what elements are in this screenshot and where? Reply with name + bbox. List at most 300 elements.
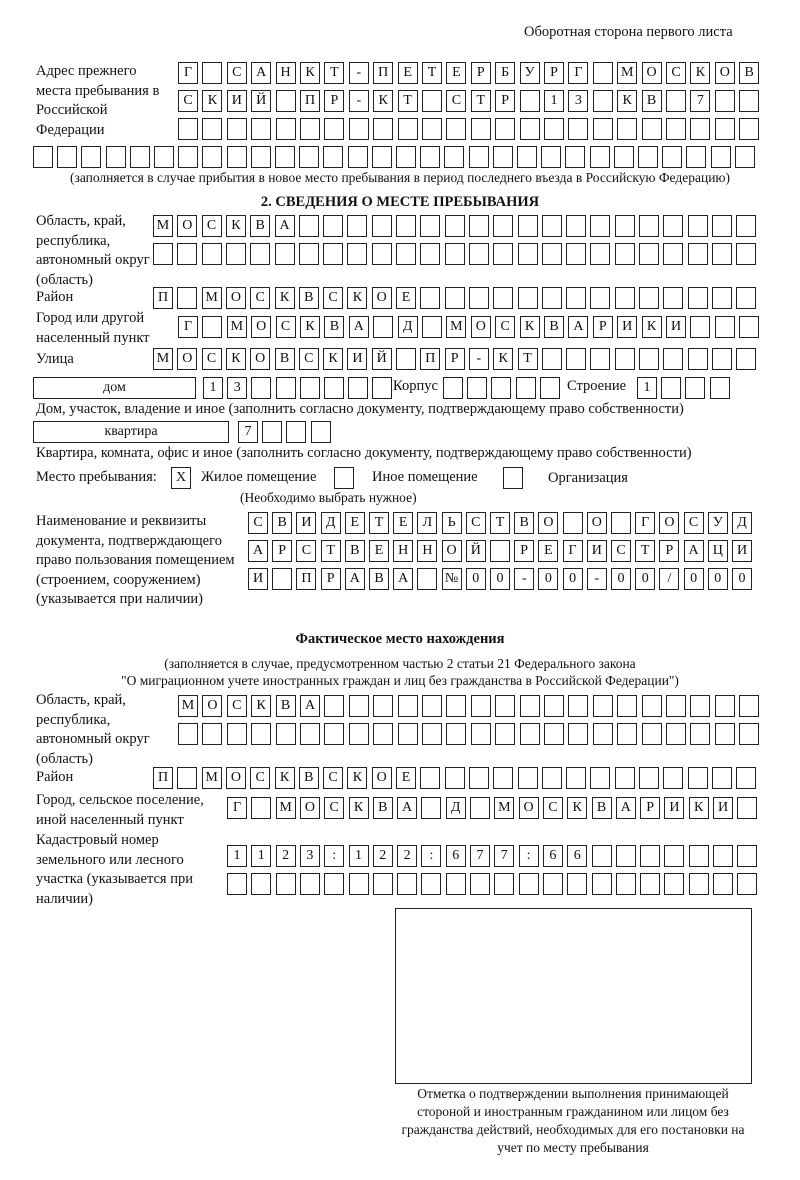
char-cell[interactable] [422,90,442,112]
char-cell[interactable] [614,146,634,168]
char-cell[interactable] [712,287,732,309]
char-cell[interactable]: П [420,348,440,370]
char-cell[interactable]: П [300,90,320,112]
char-cell[interactable] [250,243,270,265]
char-cell[interactable]: С [202,215,222,237]
char-cell[interactable] [520,118,540,140]
char-cell[interactable] [715,118,735,140]
char-cell[interactable]: О [202,695,222,717]
char-cell[interactable]: О [300,797,320,819]
char-cell[interactable] [737,845,757,867]
char-cell[interactable] [469,215,489,237]
char-cell[interactable]: К [226,348,246,370]
char-cell[interactable]: А [568,316,588,338]
char-cell[interactable] [685,377,705,399]
char-cell[interactable] [518,243,538,265]
char-cell[interactable]: - [514,568,534,590]
char-cell[interactable] [324,723,344,745]
char-cell[interactable] [397,873,417,895]
char-cell[interactable] [567,873,587,895]
char-cell[interactable]: В [739,62,759,84]
char-cell[interactable] [566,287,586,309]
char-cell[interactable] [493,215,513,237]
char-cell[interactable] [611,512,631,534]
char-cell[interactable] [494,873,514,895]
char-cell[interactable] [347,215,367,237]
char-cell[interactable] [615,348,635,370]
char-cell[interactable] [715,316,735,338]
char-cell[interactable] [615,215,635,237]
char-cell[interactable]: И [227,90,247,112]
char-cell[interactable]: Т [490,512,510,534]
char-cell[interactable]: Т [324,62,344,84]
char-cell[interactable]: Г [178,316,198,338]
char-cell[interactable] [663,767,683,789]
char-cell[interactable] [568,723,588,745]
char-cell[interactable] [666,90,686,112]
char-cell[interactable]: 6 [446,845,466,867]
char-cell[interactable] [469,243,489,265]
char-cell[interactable]: М [153,215,173,237]
char-cell[interactable] [617,723,637,745]
char-cell[interactable] [518,215,538,237]
char-cell[interactable]: К [226,215,246,237]
char-cell[interactable] [663,287,683,309]
char-cell[interactable] [470,797,490,819]
char-cell[interactable] [57,146,77,168]
char-cell[interactable] [177,767,197,789]
char-cell[interactable] [739,723,759,745]
char-cell[interactable] [593,118,613,140]
char-cell[interactable]: 1 [251,845,271,867]
char-cell[interactable]: А [345,568,365,590]
char-cell[interactable] [713,845,733,867]
char-cell[interactable] [226,243,246,265]
char-cell[interactable]: В [299,287,319,309]
char-cell[interactable] [590,348,610,370]
char-cell[interactable] [520,90,540,112]
char-cell[interactable]: К [275,287,295,309]
char-cell[interactable] [495,118,515,140]
char-cell[interactable]: И [664,797,684,819]
char-cell[interactable] [688,243,708,265]
char-cell[interactable]: К [567,797,587,819]
char-cell[interactable] [663,215,683,237]
char-cell[interactable]: К [323,348,343,370]
char-cell[interactable]: 0 [538,568,558,590]
char-cell[interactable] [516,377,536,399]
char-cell[interactable] [469,146,489,168]
char-cell[interactable]: О [372,287,392,309]
char-cell[interactable]: № [442,568,462,590]
char-cell[interactable]: - [469,348,489,370]
char-cell[interactable]: И [296,512,316,534]
char-cell[interactable] [470,873,490,895]
char-cell[interactable] [471,723,491,745]
char-cell[interactable] [251,797,271,819]
char-cell[interactable]: Ц [708,540,728,562]
char-cell[interactable] [178,118,198,140]
char-cell[interactable]: С [323,287,343,309]
char-cell[interactable]: Д [321,512,341,534]
char-cell[interactable]: : [324,845,344,867]
char-cell[interactable]: С [543,797,563,819]
char-cell[interactable] [398,723,418,745]
char-cell[interactable] [324,118,344,140]
char-cell[interactable] [593,90,613,112]
char-cell[interactable]: У [520,62,540,84]
char-cell[interactable] [177,243,197,265]
char-cell[interactable]: Р [514,540,534,562]
char-cell[interactable]: А [349,316,369,338]
char-cell[interactable]: С [248,512,268,534]
char-cell[interactable]: С [202,348,222,370]
char-cell[interactable] [422,695,442,717]
char-cell[interactable] [544,695,564,717]
char-cell[interactable] [373,873,393,895]
char-cell[interactable] [736,243,756,265]
char-cell[interactable] [396,348,416,370]
char-cell[interactable]: Н [276,62,296,84]
char-cell[interactable]: Д [446,797,466,819]
char-cell[interactable] [276,873,296,895]
char-cell[interactable]: К [617,90,637,112]
char-cell[interactable]: В [272,512,292,534]
char-cell[interactable]: О [226,767,246,789]
char-cell[interactable]: 0 [684,568,704,590]
char-cell[interactable]: В [275,348,295,370]
char-cell[interactable] [33,146,53,168]
char-cell[interactable]: О [250,348,270,370]
char-cell[interactable] [420,287,440,309]
char-cell[interactable] [566,215,586,237]
char-cell[interactable] [666,723,686,745]
char-cell[interactable] [615,243,635,265]
char-cell[interactable] [262,421,282,443]
char-cell[interactable] [323,243,343,265]
char-cell[interactable]: В [642,90,662,112]
char-cell[interactable]: И [732,540,752,562]
char-cell[interactable] [590,767,610,789]
char-cell[interactable] [640,845,660,867]
char-cell[interactable]: Т [422,62,442,84]
char-cell[interactable] [349,873,369,895]
char-cell[interactable] [227,146,247,168]
char-cell[interactable]: Е [396,287,416,309]
char-cell[interactable]: Л [417,512,437,534]
char-cell[interactable] [737,873,757,895]
char-cell[interactable] [467,377,487,399]
char-cell[interactable] [592,873,612,895]
char-cell[interactable]: 6 [567,845,587,867]
char-cell[interactable] [593,723,613,745]
char-cell[interactable] [178,146,198,168]
char-cell[interactable] [566,348,586,370]
char-cell[interactable]: 0 [732,568,752,590]
char-cell[interactable]: А [616,797,636,819]
char-cell[interactable] [227,723,247,745]
char-cell[interactable] [493,243,513,265]
char-cell[interactable]: О [538,512,558,534]
char-cell[interactable] [299,146,319,168]
char-cell[interactable] [593,695,613,717]
char-cell[interactable] [736,767,756,789]
char-cell[interactable]: П [296,568,316,590]
char-cell[interactable] [690,316,710,338]
char-cell[interactable]: В [592,797,612,819]
char-cell[interactable] [177,287,197,309]
char-cell[interactable] [420,215,440,237]
char-cell[interactable] [736,287,756,309]
char-cell[interactable]: А [251,62,271,84]
char-cell[interactable]: К [349,797,369,819]
char-cell[interactable] [275,243,295,265]
char-cell[interactable]: С [495,316,515,338]
char-cell[interactable]: Р [593,316,613,338]
char-cell[interactable] [715,723,735,745]
char-cell[interactable] [617,118,637,140]
char-cell[interactable] [639,243,659,265]
char-cell[interactable]: С [250,767,270,789]
char-cell[interactable] [663,243,683,265]
char-cell[interactable] [372,215,392,237]
house-type-field[interactable]: дом [33,377,196,399]
char-cell[interactable]: 1 [203,377,223,399]
char-cell[interactable] [276,377,296,399]
char-cell[interactable]: К [642,316,662,338]
char-cell[interactable] [299,215,319,237]
char-cell[interactable] [275,146,295,168]
char-cell[interactable]: С [666,62,686,84]
char-cell[interactable] [276,118,296,140]
char-cell[interactable] [642,118,662,140]
char-cell[interactable]: Е [369,540,389,562]
char-cell[interactable]: И [248,568,268,590]
char-cell[interactable]: А [248,540,268,562]
char-cell[interactable] [541,146,561,168]
char-cell[interactable] [493,767,513,789]
char-cell[interactable] [202,723,222,745]
char-cell[interactable]: В [299,767,319,789]
char-cell[interactable]: П [153,287,173,309]
char-cell[interactable]: У [708,512,728,534]
char-cell[interactable]: К [493,348,513,370]
char-cell[interactable] [348,146,368,168]
char-cell[interactable] [639,348,659,370]
char-cell[interactable]: Р [471,62,491,84]
char-cell[interactable]: С [684,512,704,534]
char-cell[interactable] [617,695,637,717]
char-cell[interactable]: Г [635,512,655,534]
char-cell[interactable] [276,90,296,112]
char-cell[interactable] [446,873,466,895]
char-cell[interactable]: Р [324,90,344,112]
char-cell[interactable]: П [153,767,173,789]
char-cell[interactable] [642,723,662,745]
char-cell[interactable] [563,512,583,534]
char-cell[interactable]: И [713,797,733,819]
char-cell[interactable]: М [494,797,514,819]
char-cell[interactable] [372,146,392,168]
char-cell[interactable]: - [349,62,369,84]
char-cell[interactable]: О [587,512,607,534]
char-cell[interactable]: 0 [490,568,510,590]
char-cell[interactable]: В [544,316,564,338]
char-cell[interactable] [689,873,709,895]
char-cell[interactable]: Е [398,62,418,84]
char-cell[interactable]: 6 [543,845,563,867]
char-cell[interactable]: К [275,767,295,789]
char-cell[interactable] [638,146,658,168]
char-cell[interactable]: Р [321,568,341,590]
char-cell[interactable]: К [689,797,709,819]
char-cell[interactable]: / [659,568,679,590]
char-cell[interactable] [324,695,344,717]
char-cell[interactable] [664,845,684,867]
char-cell[interactable]: В [514,512,534,534]
char-cell[interactable]: Н [417,540,437,562]
char-cell[interactable]: С [276,316,296,338]
char-cell[interactable] [710,377,730,399]
char-cell[interactable]: О [715,62,735,84]
char-cell[interactable]: Р [272,540,292,562]
char-cell[interactable] [276,723,296,745]
char-cell[interactable] [444,146,464,168]
char-cell[interactable] [372,377,392,399]
char-cell[interactable]: П [373,62,393,84]
char-cell[interactable]: 2 [276,845,296,867]
char-cell[interactable]: Р [445,348,465,370]
char-cell[interactable]: Й [372,348,392,370]
char-cell[interactable]: 1 [227,845,247,867]
char-cell[interactable] [688,215,708,237]
char-cell[interactable]: М [227,316,247,338]
char-cell[interactable] [542,243,562,265]
char-cell[interactable]: К [690,62,710,84]
char-cell[interactable] [396,243,416,265]
char-cell[interactable]: К [300,316,320,338]
char-cell[interactable] [421,873,441,895]
char-cell[interactable] [568,118,588,140]
char-cell[interactable] [153,243,173,265]
char-cell[interactable] [520,723,540,745]
char-cell[interactable]: В [345,540,365,562]
char-cell[interactable]: Г [227,797,247,819]
char-cell[interactable]: К [251,695,271,717]
char-cell[interactable]: Д [398,316,418,338]
char-cell[interactable] [422,316,442,338]
char-cell[interactable] [323,215,343,237]
char-cell[interactable] [688,767,708,789]
place-checkbox-other[interactable] [334,467,354,489]
char-cell[interactable]: С [324,797,344,819]
char-cell[interactable]: С [611,540,631,562]
char-cell[interactable]: А [275,215,295,237]
char-cell[interactable] [349,118,369,140]
char-cell[interactable] [739,695,759,717]
char-cell[interactable]: 3 [568,90,588,112]
char-cell[interactable] [590,146,610,168]
char-cell[interactable]: Ь [442,512,462,534]
char-cell[interactable] [251,873,271,895]
char-cell[interactable] [493,146,513,168]
char-cell[interactable] [616,873,636,895]
char-cell[interactable] [690,723,710,745]
char-cell[interactable] [688,348,708,370]
char-cell[interactable] [398,695,418,717]
char-cell[interactable]: 3 [300,845,320,867]
char-cell[interactable]: М [178,695,198,717]
char-cell[interactable] [615,287,635,309]
char-cell[interactable] [736,215,756,237]
char-cell[interactable] [517,146,537,168]
char-cell[interactable]: Й [466,540,486,562]
char-cell[interactable] [299,243,319,265]
char-cell[interactable] [251,146,271,168]
char-cell[interactable] [469,767,489,789]
char-cell[interactable]: С [178,90,198,112]
char-cell[interactable]: О [642,62,662,84]
char-cell[interactable]: Е [538,540,558,562]
char-cell[interactable] [661,377,681,399]
char-cell[interactable]: В [373,797,393,819]
char-cell[interactable] [568,695,588,717]
char-cell[interactable]: К [520,316,540,338]
char-cell[interactable]: 0 [563,568,583,590]
char-cell[interactable] [616,845,636,867]
char-cell[interactable] [712,215,732,237]
char-cell[interactable] [666,118,686,140]
char-cell[interactable] [372,243,392,265]
char-cell[interactable]: Т [398,90,418,112]
char-cell[interactable]: А [300,695,320,717]
char-cell[interactable] [300,118,320,140]
char-cell[interactable] [202,243,222,265]
char-cell[interactable] [227,118,247,140]
char-cell[interactable] [519,873,539,895]
char-cell[interactable] [737,797,757,819]
char-cell[interactable] [689,845,709,867]
char-cell[interactable]: О [177,215,197,237]
char-cell[interactable]: Т [471,90,491,112]
char-cell[interactable] [323,146,343,168]
char-cell[interactable]: Т [518,348,538,370]
char-cell[interactable] [640,873,660,895]
char-cell[interactable] [311,421,331,443]
char-cell[interactable] [615,767,635,789]
flat-type-field[interactable]: квартира [33,421,229,443]
char-cell[interactable] [347,243,367,265]
char-cell[interactable]: Н [393,540,413,562]
char-cell[interactable]: Е [393,512,413,534]
char-cell[interactable]: Е [396,767,416,789]
char-cell[interactable] [713,873,733,895]
char-cell[interactable]: А [393,568,413,590]
char-cell[interactable] [544,723,564,745]
char-cell[interactable] [471,118,491,140]
char-cell[interactable] [227,873,247,895]
char-cell[interactable]: Т [321,540,341,562]
char-cell[interactable]: М [446,316,466,338]
char-cell[interactable]: О [659,512,679,534]
char-cell[interactable] [130,146,150,168]
char-cell[interactable]: Д [732,512,752,534]
char-cell[interactable]: К [300,62,320,84]
char-cell[interactable] [202,62,222,84]
char-cell[interactable]: Р [640,797,660,819]
char-cell[interactable] [540,377,560,399]
char-cell[interactable] [592,845,612,867]
